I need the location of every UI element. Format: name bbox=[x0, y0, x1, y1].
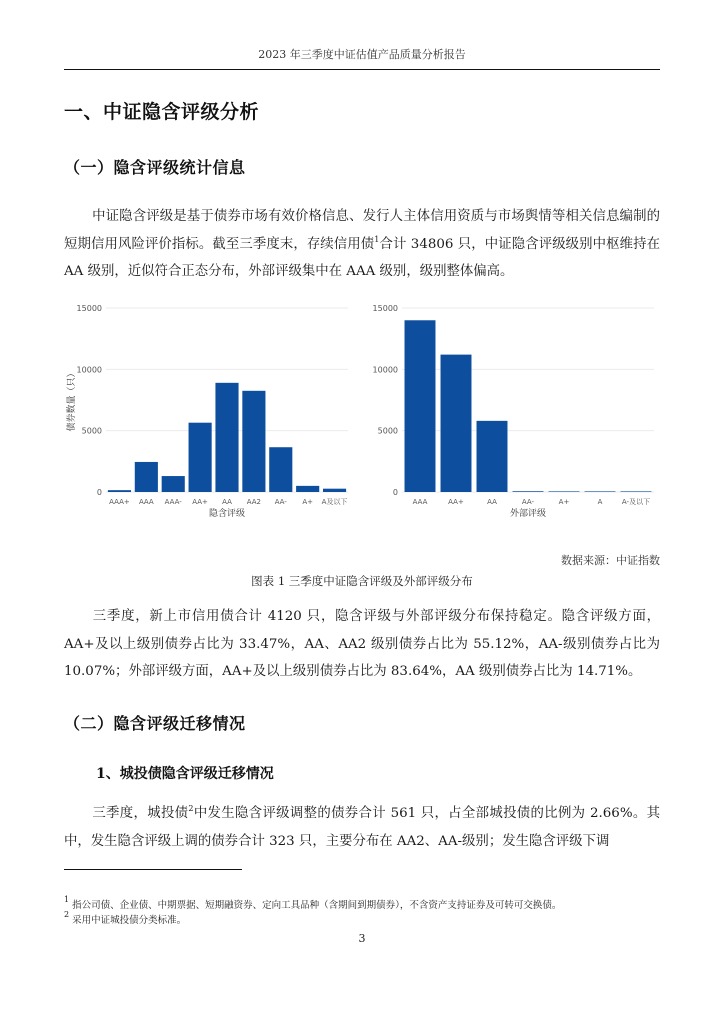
subsection-heading-stats: （一）隐含评级统计信息 bbox=[64, 158, 246, 177]
external-rating-chart-svg bbox=[358, 296, 658, 528]
x-tick-label: AA+ bbox=[448, 498, 464, 506]
section-heading: 一、中证隐含评级分析 bbox=[64, 101, 260, 123]
paragraph-text: 中发生隐含评级调整的债券合计 561 只，占全部城投债的比例为 2.66%。其中，发生隐含评级上调的债券合计 323 只，主要分布在 AA2、AA-级别；发生隐含评级下调 bbox=[64, 806, 660, 849]
x-tick-label: AAA bbox=[412, 498, 428, 506]
paragraph-new-issues bbox=[64, 603, 660, 686]
y-tick-label: 5000 bbox=[377, 426, 398, 436]
paragraph-text: 中证隐含评级是基于债券市场有效价格信息、发行人主体信用资质与市场舆情等相关信息编制的短期信用风险评价指标。截至三季度末，存续信用债 bbox=[64, 209, 660, 252]
subsection-heading-migration: （二）隐含评级迁移情况 bbox=[64, 714, 246, 733]
paragraph-text: 三季度，城投债 bbox=[92, 806, 189, 821]
footnote-ref-2: 2 bbox=[188, 804, 194, 813]
x-axis-label: 隐含评级 bbox=[208, 509, 246, 519]
bar bbox=[162, 476, 185, 492]
y-tick-label: 5000 bbox=[81, 426, 102, 436]
paragraph-migration bbox=[64, 800, 660, 855]
bar bbox=[269, 447, 292, 492]
footnote-text: 采用中证城投债分类标准。 bbox=[72, 915, 187, 926]
external-rating-chart bbox=[358, 296, 658, 528]
x-tick-label: A+ bbox=[302, 498, 313, 506]
paragraph-text: 合计 34806 只，中证隐含评级级别中枢维持在 AA 级别，近似符合正态分布，外部评级集中在 AAA 级别，级别整体偏高。 bbox=[64, 236, 661, 280]
x-tick-label: AA+ bbox=[192, 498, 208, 506]
bar bbox=[621, 491, 652, 492]
running-header: 2023 年三季度中证估值产品质量分析报告 bbox=[258, 48, 466, 61]
footnote-ref-1: 1 bbox=[374, 234, 380, 244]
footnote-mark: 2 bbox=[64, 910, 70, 919]
implied-rating-chart-svg bbox=[64, 296, 352, 528]
x-tick-label: AA- bbox=[274, 498, 287, 506]
paragraph-text: 三季度，新上市信用债合计 4120 只，隐含评级与外部评级分布保持稳定。隐含评级方面，AA+及以上级别债券占比为 33.47%，AA、AA2 级别债券占比为 55.12%，AA-级别债券占比为 10.07%；外部评级方面，AA+及以上级别债券占比为 83.64%，AA 级别债券占比为 14.71%。 bbox=[64, 609, 660, 680]
footnote-1 bbox=[64, 895, 664, 913]
x-tick-label: A-及以下 bbox=[621, 498, 651, 506]
x-tick-label: A+ bbox=[558, 498, 570, 506]
bar bbox=[585, 491, 616, 492]
x-tick-label: A bbox=[597, 498, 603, 506]
bar bbox=[323, 489, 346, 492]
x-axis-label: 外部评级 bbox=[509, 509, 547, 519]
figure-caption: 图表 1 三季度中证隐含评级及外部评级分布 bbox=[251, 574, 473, 588]
bar bbox=[296, 486, 319, 492]
bar bbox=[441, 355, 472, 492]
footnote-mark: 1 bbox=[64, 895, 70, 904]
paragraph-rating-overview bbox=[64, 203, 660, 286]
y-tick-label: 0 bbox=[96, 488, 102, 497]
x-tick-label: AAA+ bbox=[109, 498, 130, 506]
bar bbox=[549, 491, 580, 492]
y-tick-label: 10000 bbox=[372, 365, 398, 375]
x-tick-label: AAA bbox=[138, 498, 154, 506]
figure-source: 数据来源：中证指数 bbox=[561, 554, 660, 567]
implied-rating-chart bbox=[64, 296, 352, 528]
bar bbox=[405, 320, 436, 492]
bar bbox=[108, 490, 131, 492]
page-number: 3 bbox=[358, 932, 366, 945]
y-tick-label: 15000 bbox=[372, 304, 398, 313]
sub-subsection-heading: 1、城投债隐含评级迁移情况 bbox=[96, 766, 274, 782]
x-tick-label: AA2 bbox=[246, 498, 262, 506]
y-tick-label: 10000 bbox=[76, 365, 102, 375]
x-tick-label: A及以下 bbox=[321, 498, 348, 506]
header-rule bbox=[64, 69, 660, 70]
bar bbox=[477, 421, 508, 492]
bar bbox=[242, 391, 265, 492]
footnote-rule bbox=[64, 869, 242, 870]
x-tick-label: AA- bbox=[521, 498, 535, 506]
bar bbox=[513, 491, 544, 492]
y-tick-label: 0 bbox=[392, 488, 398, 497]
y-axis-label: 债券数量（只） bbox=[67, 368, 77, 432]
x-tick-label: AAA- bbox=[164, 498, 182, 506]
footnote-text: 指公司债、企业债、中期票据、短期融资券、定向工具品种（含期间到期债券），不含资产支持证券及可转可交换债。 bbox=[72, 900, 562, 911]
bar bbox=[189, 423, 212, 492]
bar bbox=[215, 383, 238, 492]
x-tick-label: AA bbox=[487, 498, 497, 506]
footnote-2 bbox=[64, 910, 664, 928]
y-tick-label: 15000 bbox=[76, 304, 102, 313]
x-tick-label: AA bbox=[222, 498, 232, 506]
bar bbox=[135, 462, 158, 492]
